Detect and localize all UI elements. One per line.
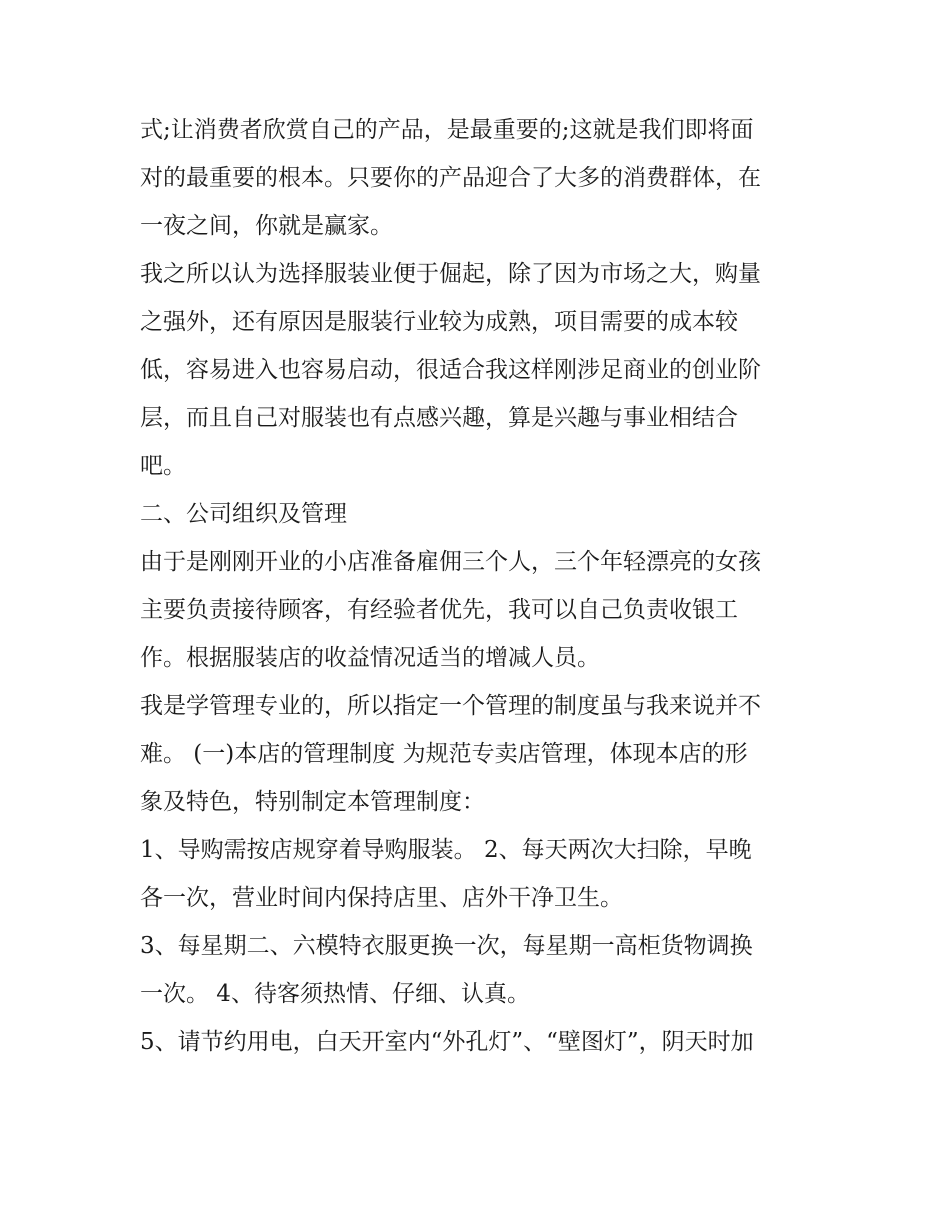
text-line: 5、请节约用电，白天开室内“外孔灯”、“壁图灯”，阴天时加 bbox=[140, 1029, 754, 1055]
text-line: 对的最重要的根本。只要你的产品迎合了大多的消费群体，在 bbox=[140, 165, 761, 191]
document-body bbox=[140, 106, 820, 1066]
text-line: 主要负责接待顾客，有经验者优先，我可以自己负责收银工 bbox=[140, 597, 738, 623]
text-line: 难。 (一)本店的管理制度 为规范专卖店管理，体现本店的形 bbox=[140, 741, 748, 767]
text-line: 吧。 bbox=[140, 453, 186, 479]
text-line: 象及特色，特别制定本管理制度： bbox=[140, 789, 485, 815]
text-line: 我之所以认为选择服装业便于倔起，除了因为市场之大，购量 bbox=[140, 261, 761, 287]
text-line: 各一次，营业时间内保持店里、店外干净卫生。 bbox=[140, 885, 623, 911]
text-line: 我是学管理专业的，所以指定一个管理的制度虽与我来说并不 bbox=[140, 693, 761, 719]
text-line: 一夜之间，你就是赢家。 bbox=[140, 213, 393, 239]
text-line: 由于是刚刚开业的小店准备雇佣三个人，三个年轻漂亮的女孩 bbox=[140, 549, 761, 575]
text-line: 1、导购需按店规穿着导购服装。 2、每天两次大扫除，早晚 bbox=[140, 837, 752, 863]
text-line: 式;让消费者欣赏自己的产品，是最重要的;这就是我们即将面 bbox=[140, 117, 754, 143]
text-line: 一次。 4、待客须热情、仔细、认真。 bbox=[140, 981, 530, 1007]
section-heading: 二、公司组织及管理 bbox=[140, 501, 347, 527]
text-line: 之强外，还有原因是服装行业较为成熟，项目需要的成本较 bbox=[140, 309, 738, 335]
text-line: 作。根据服装店的收益情况适当的增减人员。 bbox=[140, 645, 600, 671]
text-line: 低，容易进入也容易启动，很适合我这样刚涉足商业的创业阶 bbox=[140, 357, 761, 383]
text-line: 层，而且自己对服装也有点感兴趣，算是兴趣与事业相结合 bbox=[140, 405, 738, 431]
text-line: 3、每星期二、六模特衣服更换一次，每星期一高柜货物调换 bbox=[140, 933, 753, 959]
